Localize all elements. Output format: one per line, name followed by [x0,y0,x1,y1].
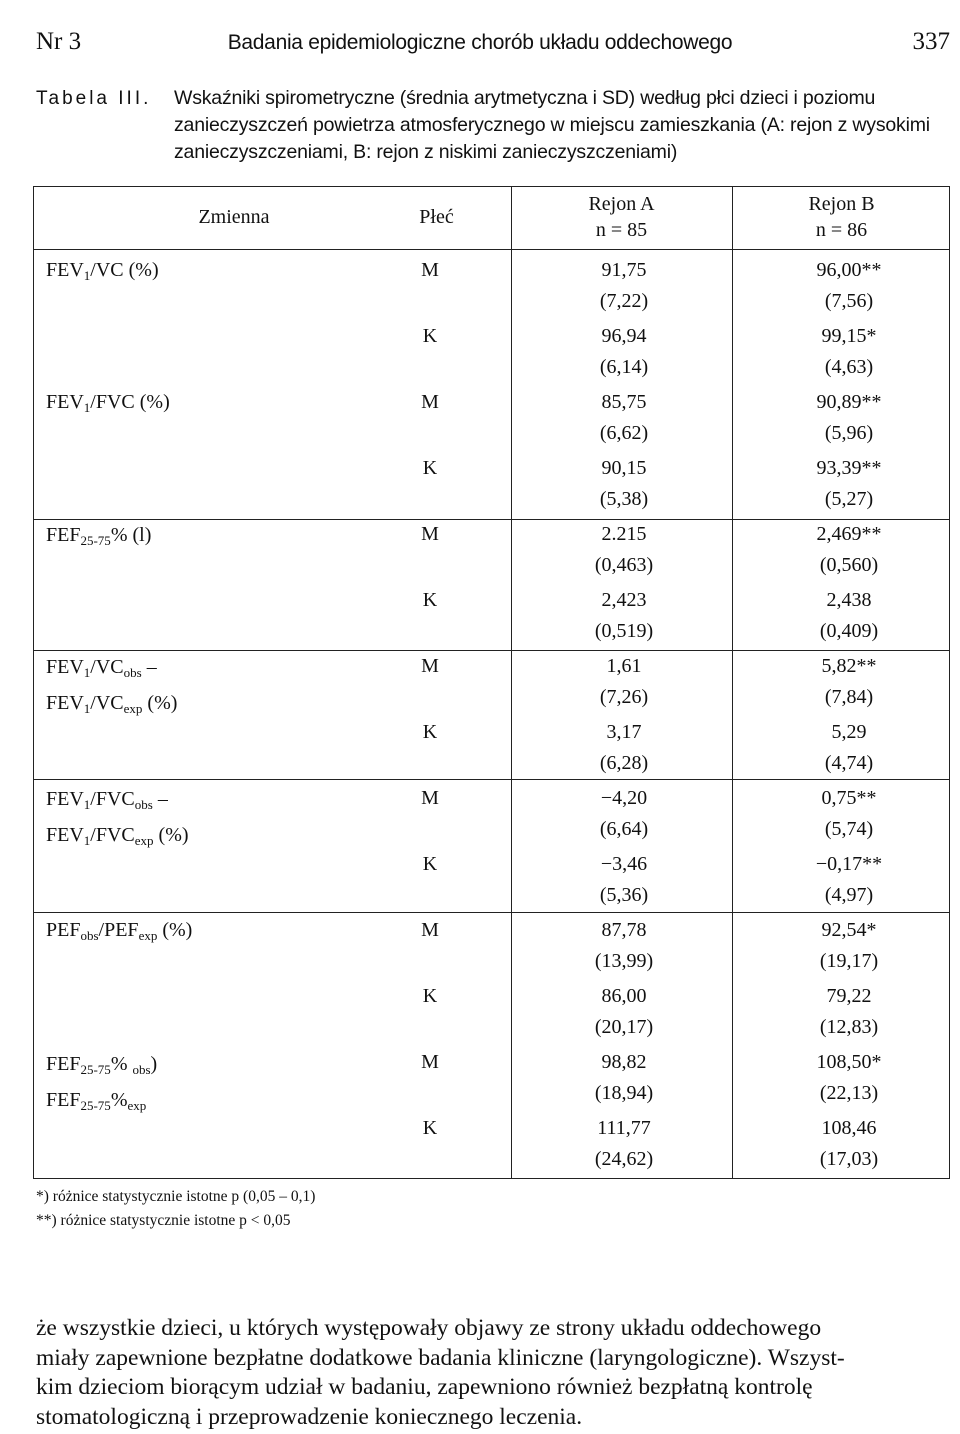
region-b-mean: 5,82** [821,655,877,677]
region-a-sd: (0,463) [594,554,654,576]
region-b-sd: (4,63) [824,356,874,378]
sex-cell: K [422,721,438,743]
running-title: Badania epidemiologiczne chorób układu oddechowego [227,31,733,54]
body-paragraph [36,1314,950,1432]
region-b-mean: 79,22 [826,985,872,1007]
row-divider [34,779,949,780]
region-a-sd: (6,64) [599,818,649,840]
region-a-mean: 98,82 [601,1051,647,1073]
region-a-mean: 86,00 [601,985,647,1007]
region-a-sd: (18,94) [594,1082,654,1104]
variable-fef25-75: $FEF_{25-75}\%$ (l) [46,524,152,548]
paragraph-line: że wszystkie dzieci, u których występowały objawy ze strony układu oddechowego [36,1315,822,1341]
region-b-mean: 93,39** [816,457,882,479]
region-b-mean: 108,46 [821,1117,877,1139]
region-a-mean: 3,17 [606,721,642,743]
region-b-sd: (5,96) [824,422,874,444]
region-a-sd: (24,62) [594,1148,654,1170]
region-b-sd: (0,560) [819,554,879,576]
header-sex: Płeć [419,206,454,228]
region-a-sd: (7,22) [599,290,649,312]
sex-cell: M [421,787,439,809]
sex-cell: M [421,919,439,941]
region-b-mean: 90,89** [816,391,882,413]
paragraph-line: stomatologiczną i przeprowadzenie koniecznego leczenia. [36,1403,583,1430]
footnote-1: *) różnice statystycznie istotne p (0,05 – 0,1) [36,1188,316,1205]
variable-fev1-fvc: $FEV_1$/FVC (%) [46,391,170,415]
variable-fef-ratio: $FEF_{25-75}\%$ $_{obs}$) $FEF_{25-75}\%_{exp}$ [46,1053,158,1113]
region-a-mean: 96,94 [601,325,647,347]
region-b-sd: (12,83) [819,1016,879,1038]
region-a-mean: 90,15 [601,457,647,479]
region-b-sd: (19,17) [819,950,879,972]
region-a-sd: (6,62) [599,422,649,444]
header-region-a-n: n = 85 [595,219,648,241]
variable-fev1-vc-diff: $FEV_1/VC_{obs}$ – $FEV_1/VC_{exp}$ (%) [46,656,178,716]
region-a-sd: (6,28) [599,752,649,774]
region-a-mean: 2,423 [601,589,647,611]
region-b-sd: (5,27) [824,488,874,510]
variable-fev1-vc: $FEV_1/VC$ (%) [46,259,159,283]
sex-cell: K [422,589,438,611]
region-a-sd: (7,26) [599,686,649,708]
column-divider [511,187,512,1178]
header-region-b-n: n = 86 [815,219,868,241]
variable-pef: $PEF_{obs}/PEF_{exp}$ (%) [46,919,193,943]
sex-cell: K [422,853,438,875]
journal-issue: Nr 3 [36,28,82,55]
sex-cell: M [421,259,439,281]
region-a-sd: (13,99) [594,950,654,972]
sex-cell: M [421,655,439,677]
region-a-mean: 87,78 [601,919,647,941]
region-b-mean: 2,469** [816,523,882,545]
region-a-mean: 85,75 [601,391,647,413]
caption-label: Tabela III. [36,88,152,109]
region-a-mean: 2.215 [601,523,647,545]
table-caption [36,85,954,166]
region-b-sd: (22,13) [819,1082,879,1104]
region-b-sd: (7,56) [824,290,874,312]
header-variable: Zmienna [198,206,270,228]
region-b-mean: −0,17** [815,853,883,875]
region-b-sd: (7,84) [824,686,874,708]
region-a-mean: 111,77 [597,1117,651,1139]
sex-cell: K [422,325,438,347]
sex-cell: K [422,985,438,1007]
sex-cell: M [421,523,439,545]
paragraph-line: miały zapewnione bezpłatne dodatkowe badania kliniczne (laryngologiczne). Wszyst- [36,1344,845,1371]
page-number: 337 [912,28,950,55]
variable-fev1-fvc-diff: $FEV_1/FVC_{obs}$ – $FEV_1/FVC_{exp}$ (%) [46,788,189,848]
header-divider [34,249,949,250]
caption-line-3: zanieczyszczeniami, B: rejon z niskimi zanieczyszczeniami) [174,141,678,163]
column-divider [732,187,733,1178]
region-a-sd: (5,36) [599,884,649,906]
region-b-sd: (4,97) [824,884,874,906]
row-divider [34,912,949,913]
region-b-sd: (17,03) [819,1148,879,1170]
region-b-sd: (0,409) [819,620,879,642]
sex-cell: K [422,457,438,479]
header-region-b: Rejon B [808,193,875,215]
region-a-mean: 91,75 [601,259,647,281]
footnote-2: **) różnice statystycznie istotne p < 0,05 [36,1212,291,1229]
region-a-mean: −4,20 [600,787,648,809]
paragraph-line: kim dzieciom biorącym udział w badaniu, zapewniono również bezpłatną kontrolę [36,1374,813,1400]
region-b-mean: 108,50* [816,1051,882,1073]
region-b-mean: 92,54* [821,919,877,941]
region-b-sd: (5,74) [824,818,874,840]
region-b-mean: 99,15* [821,325,877,347]
region-a-sd: (0,519) [594,620,654,642]
sex-cell: M [421,391,439,413]
region-b-mean: 96,00** [816,259,882,281]
region-a-sd: (5,38) [599,488,649,510]
region-b-sd: (4,74) [824,752,874,774]
header-region-a: Rejon A [588,193,655,215]
region-b-mean: 2,438 [826,589,872,611]
region-b-mean: 5,29 [831,721,867,743]
region-a-sd: (6,14) [599,356,649,378]
region-a-mean: −3,46 [600,853,648,875]
sex-cell: K [422,1117,438,1139]
region-a-mean: 1,61 [606,655,642,677]
region-b-mean: 0,75** [821,787,877,809]
caption-line-2: zanieczyszczeń powietrza atmosferycznego w miejscu zamieszkania (A: rejon z wysokimi [174,114,930,136]
caption-line-1: Wskaźniki spirometryczne (średnia arytmetyczna i SD) według płci dzieci i poziomu [174,87,876,109]
region-a-sd: (20,17) [594,1016,654,1038]
sex-cell: M [421,1051,439,1073]
spirometry-table [33,186,950,1179]
